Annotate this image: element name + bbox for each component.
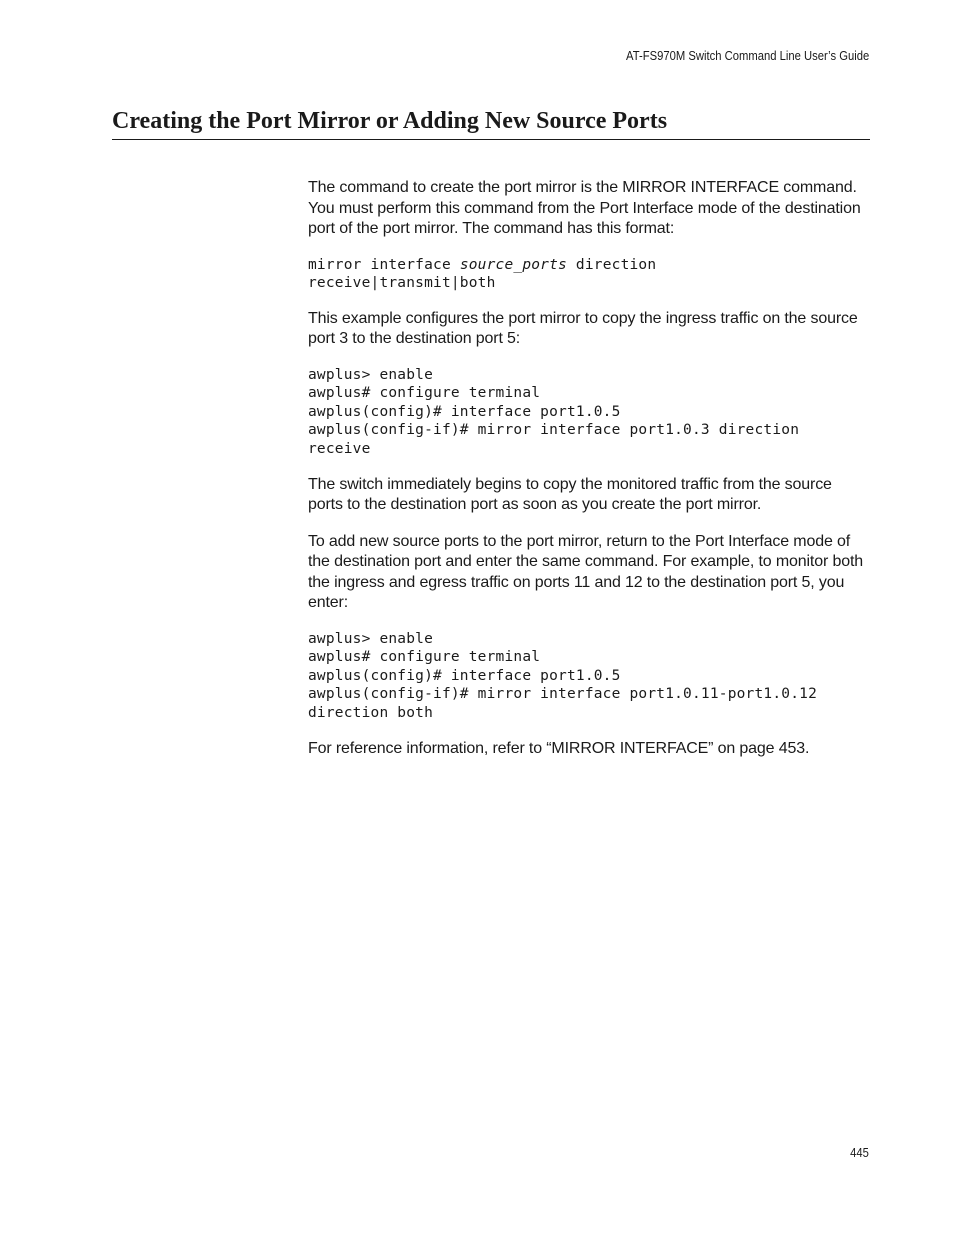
command-syntax (308, 256, 870, 293)
code-line: awplus(config-if)# mirror interface port1.0.3 direction (308, 422, 800, 439)
code-line: awplus> enable (308, 366, 434, 383)
code-line: awplus(config-if)# mirror interface port1.0.11-port1.0.12 (308, 686, 817, 703)
section-title: Creating the Port Mirror or Adding New Source Ports (112, 106, 870, 140)
code-line: awplus> enable (308, 630, 434, 647)
example1-intro-paragraph: This example configures the port mirror to copy the ingress traffic on the source port 3 to the destination port 5: (308, 309, 858, 348)
code-line: receive (308, 441, 371, 458)
example2-intro-paragraph: To add new source ports to the port mirror, return to the Port Interface mode of the destination port and enter the same command. For example, to monitor both the ingress and egress traffic on ports 11 and 12 to the destination port 5, you enter: (308, 532, 863, 612)
reference-paragraph: For reference information, refer to “MIRROR INTERFACE” on page 453. (308, 739, 810, 757)
page-number: 445 (850, 1146, 869, 1160)
syntax-keyword: mirror interface (308, 256, 460, 273)
code-line: direction both (308, 705, 434, 722)
code-line: awplus(config)# interface port1.0.5 (308, 667, 621, 684)
syntax-parameter: source_ports (459, 256, 567, 273)
example2-code-block (308, 630, 870, 723)
result-paragraph: The switch immediately begins to copy the monitored traffic from the source ports to the destination port as soon as you create the port mirror. (308, 475, 832, 514)
code-line: awplus# configure terminal (308, 649, 541, 666)
syntax-line-2: receive|transmit|both (308, 275, 496, 292)
body-text (308, 178, 870, 775)
example1-code-block (308, 366, 870, 459)
running-header: AT-FS970M Switch Command Line User’s Guide (625, 49, 869, 63)
code-line: awplus# configure terminal (308, 385, 541, 402)
code-line: awplus(config)# interface port1.0.5 (308, 403, 621, 420)
syntax-line-1 (308, 256, 870, 275)
syntax-keyword-direction: direction (566, 256, 657, 273)
intro-paragraph: The command to create the port mirror is the MIRROR INTERFACE command. You must perform this command from the Port Interface mode of the destination port of the port mirror. The command has this format: (308, 179, 861, 237)
